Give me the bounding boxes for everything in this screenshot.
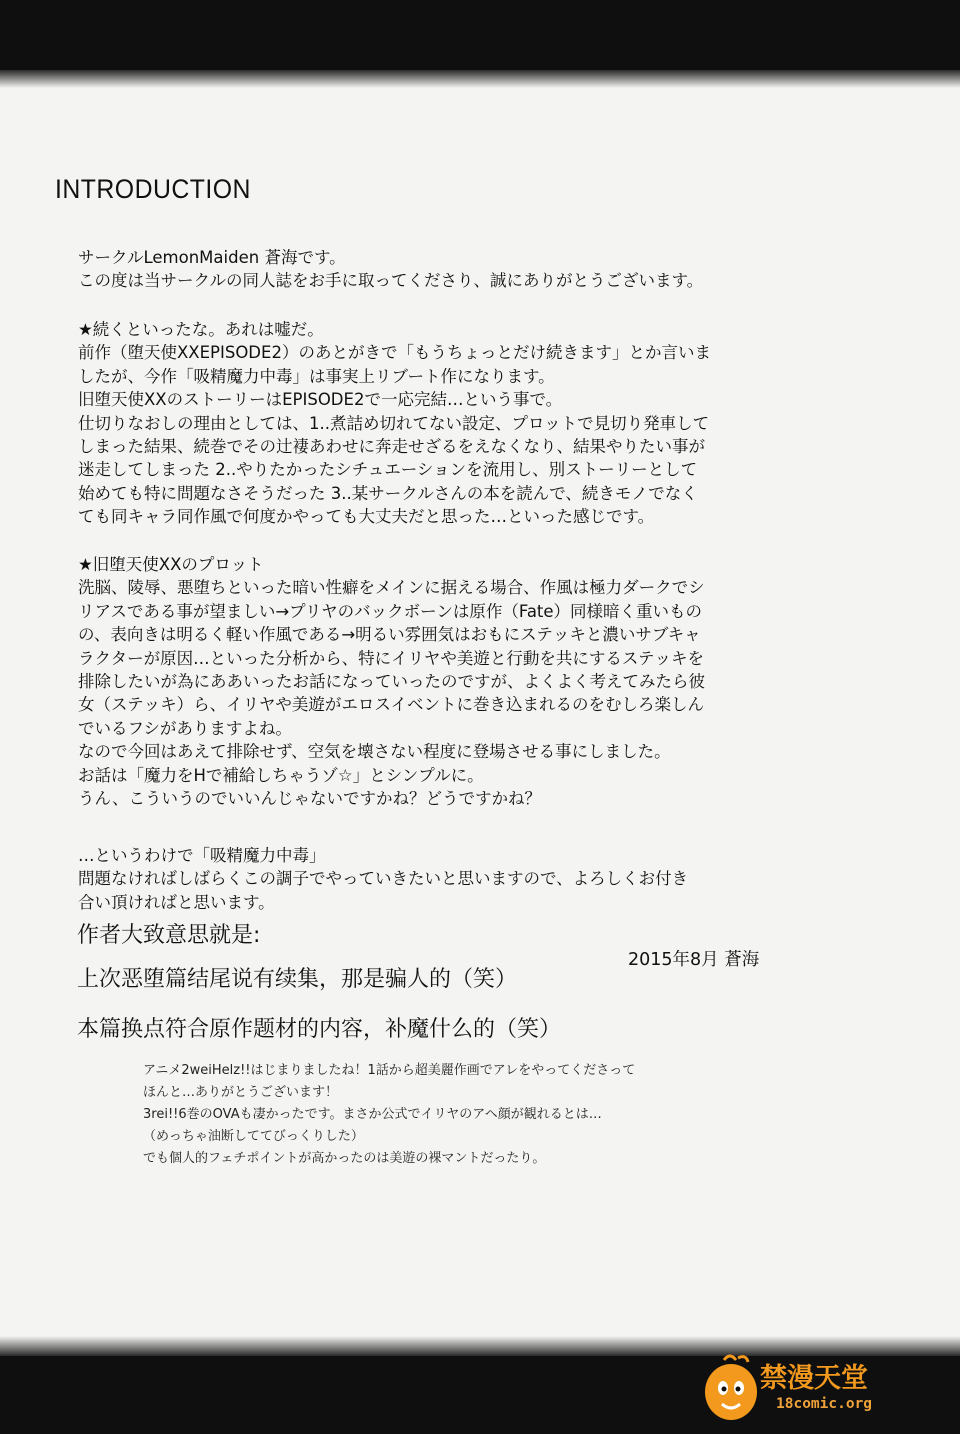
- text-line: 洗脳、陵辱、悪堕ちといった暗い性癖をメインに据える場合、作風は極力ダークでシ: [78, 578, 705, 598]
- text-line: 問題なければしばらくこの調子でやっていきたいと思いますので、よろしくお付き: [78, 869, 689, 889]
- text-line: 迷走してしまった 2..やりたかったシチュエーションを流用し、別ストーリーとして: [78, 460, 698, 480]
- translator-note-line: 上次恶堕篇结尾说有续集，那是骗人的（笑）: [77, 967, 518, 992]
- text-line: 合い頂ければと思います。: [78, 892, 275, 912]
- text-line: 3rei!!6巻のOVAも凄かったです。まさか公式でイリヤのアヘ顔が観れるとは…: [143, 1107, 602, 1122]
- mascot-logo-icon: [702, 1352, 760, 1424]
- scan-border-top: [0, 0, 960, 70]
- text-line: アニメ2weiHelz!!はじまりましたね！1話から超美麗作画でアレをやってくださって: [143, 1063, 636, 1078]
- text-line: ても同キャラ同作風で何度かやっても大丈夫だと思った…といった感じです。: [78, 507, 655, 527]
- text-line: リアスである事が望ましい→プリヤのバックボーンは原作（Fate）同様暗く重いもの: [78, 601, 703, 621]
- date-signature: 2015年8月 蒼海: [628, 950, 760, 970]
- text-line: （めっちゃ油断しててびっくりした）: [143, 1129, 364, 1144]
- section-title: ★続くといったな。あれは嘘だ。: [78, 320, 324, 339]
- translator-note-line: 本篇换点符合原作题材的内容，补魔什么的（笑）: [77, 1017, 562, 1042]
- text-line: 排除したいが為にああいったお話になっていったのですが、よくよく考えてみたら彼: [78, 671, 705, 691]
- text-line: したが、今作「吸精魔力中毒」は事実上リブート作になります。: [78, 366, 555, 386]
- text-line: ラクターが原因…といった分析から、特にイリヤや美遊と行動を共にするステッキを: [78, 648, 705, 668]
- plot-section: [78, 553, 838, 810]
- text-line: お話は「魔力をHで補給しちゃうゾ☆」とシンプルに。: [78, 765, 484, 785]
- text-line: ほんと…ありがとうございます！: [143, 1085, 339, 1100]
- text-line: しまった結果、続巻でその辻褄あわせに奔走せざるをえなくなり、結果やりたい事が: [78, 436, 705, 456]
- section-title: ★旧堕天使XXのプロット: [78, 555, 264, 574]
- text-line: 始めても特に問題なさそうだった 3..某サークルさんの本を読んで、続きモノでなく: [78, 483, 698, 503]
- text-line: 女（ステッキ）ら、イリヤや美遊がエロスイベントに巻き込まれるのをむしろ楽しん: [78, 695, 705, 715]
- reboot-section: [78, 318, 838, 529]
- watermark-text: 禁漫天堂: [760, 1363, 868, 1394]
- text-line: サークルLemonMaiden 蒼海です。: [78, 248, 346, 267]
- scan-border-top-shade: [0, 70, 960, 88]
- text-line: なので今回はあえて排除せず、空気を壊さない程度に登場させる事にしました。: [78, 742, 671, 762]
- text-line: うん、こういうのでいいんじゃないですかね？どうですかね？: [78, 788, 541, 808]
- text-line: でいるフシがありますよね。: [78, 718, 292, 738]
- page-heading: INTRODUCTION: [55, 174, 251, 204]
- text-line: の、表向きは明るく軽い作風である→明るい雰囲気はおもにステッキと濃いサブキャ: [78, 625, 701, 645]
- text-line: …というわけで「吸精魔力中毒」: [78, 846, 326, 865]
- text-line: この度は当サークルの同人誌をお手に取ってくださり、誠にありがとうございます。: [78, 271, 704, 291]
- translator-note-title: 作者大致意思就是:: [77, 923, 261, 948]
- text-line: 旧堕天使XXのストーリーはEPISODE2で一応完結…という事で。: [78, 390, 563, 410]
- closing-section: [78, 844, 838, 914]
- text-line: 前作（堕天使XXEPISODE2）のあとがきで「もうちょっとだけ続きます」とか言いま: [78, 343, 711, 363]
- text-line: 仕切りなおしの理由としては、1..煮詰め切れてない設定、プロットで見切り発車して: [78, 413, 710, 433]
- watermark-url: 18comic.org: [776, 1396, 873, 1412]
- text-line: でも個人的フェチポイントが高かったのは美遊の裸マントだったり。: [143, 1151, 546, 1166]
- site-watermark: [700, 1350, 940, 1430]
- postscript: [143, 1060, 635, 1170]
- intro-paragraph: [78, 246, 838, 293]
